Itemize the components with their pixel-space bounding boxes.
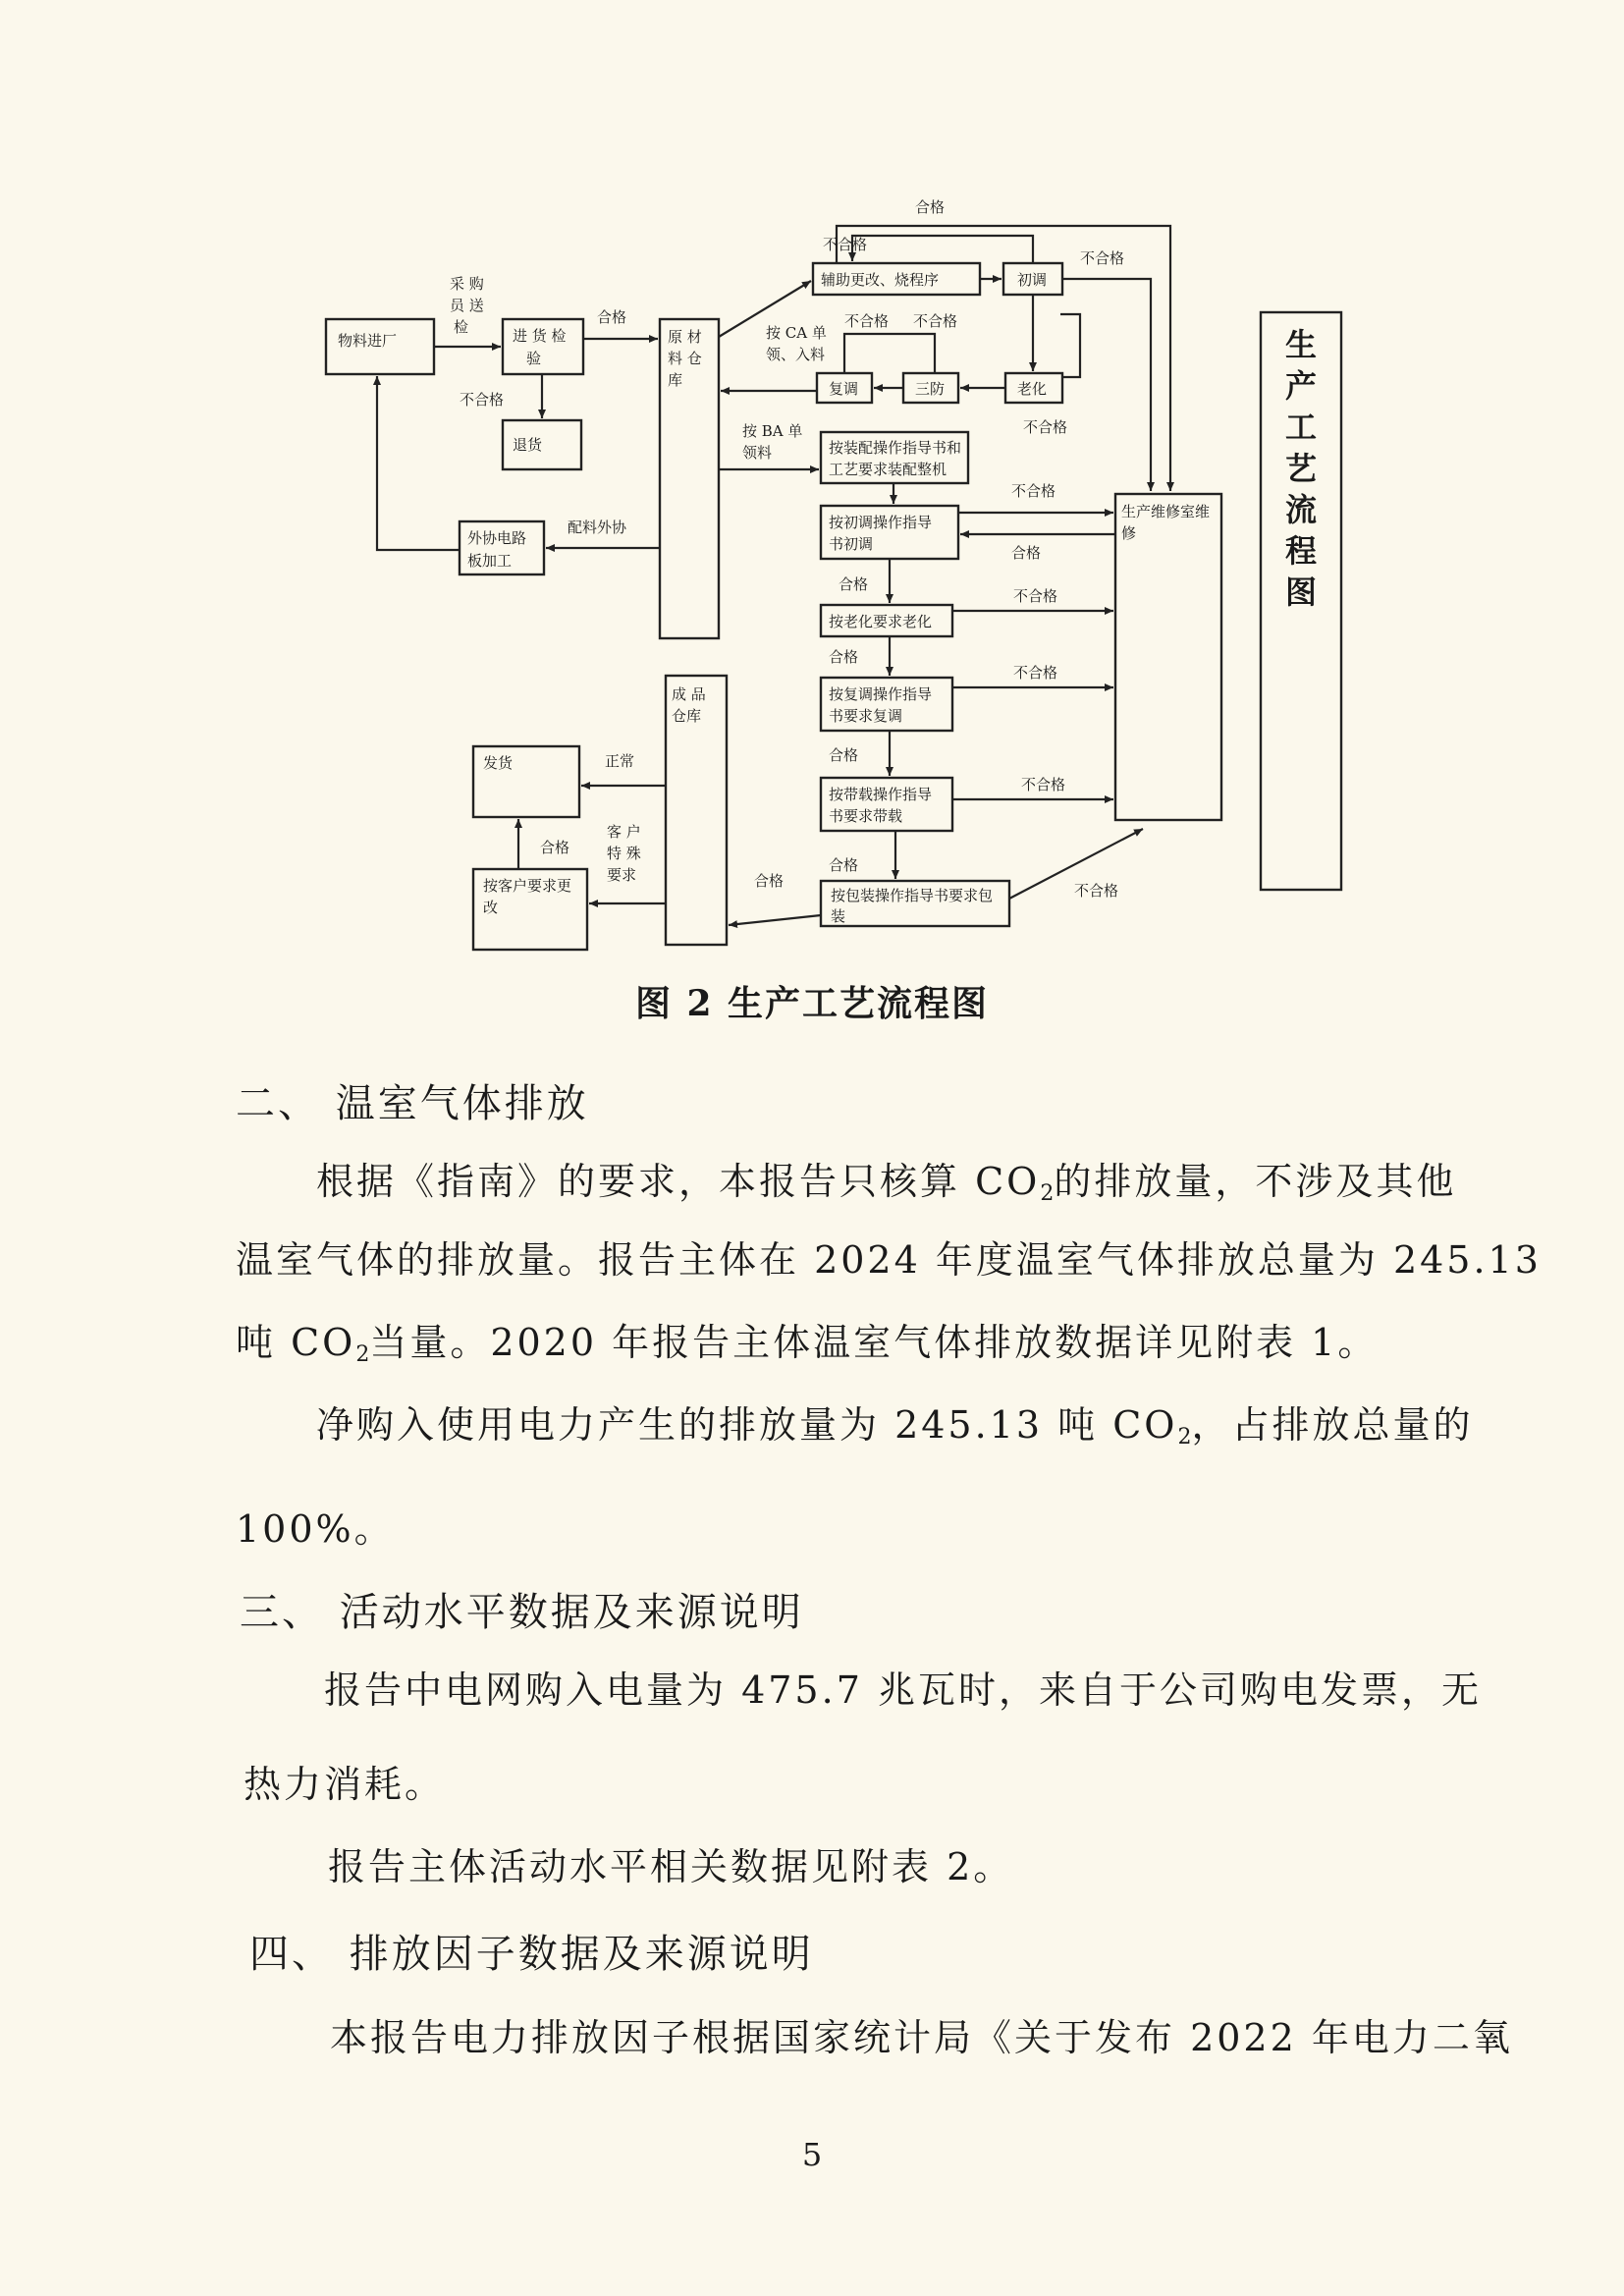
paragraph-line <box>316 1151 1456 1206</box>
node-repair-room-label-2: 修 <box>1121 524 1137 542</box>
node-assembly-label-2: 工艺要求装配整机 <box>829 461 947 478</box>
section-heading-ghg-emissions: 二、 温室气体排放 <box>236 1081 589 1126</box>
subscript: 2 <box>1040 1181 1055 1206</box>
section-heading-emission-factor: 四、 排放因子数据及来源说明 <box>249 1932 814 1977</box>
node-material-intake-label: 物料进厂 <box>338 332 398 350</box>
node-retuning-label: 复调 <box>829 380 859 398</box>
text-span: 吨 CO <box>236 1321 356 1364</box>
paragraph-line: 热力消耗。 <box>244 1763 446 1806</box>
label-ba-order-1: 按 BA 单 <box>742 422 803 440</box>
paragraph-line <box>316 1394 1473 1449</box>
node-customer-mod-label: 按客户要求更 <box>483 877 572 895</box>
node-raw-warehouse-label: 原 材 <box>668 328 702 346</box>
label-normal: 正常 <box>605 752 635 770</box>
node-outsourced-pcb-label-2: 板加工 <box>467 552 513 570</box>
node-packaging-step-label: 按包装操作指导书要求包 <box>831 887 994 904</box>
node-aging-label: 老化 <box>1017 380 1048 398</box>
label-qualified-customer: 合格 <box>540 839 570 856</box>
label-purchaser-3: 检 <box>454 318 469 336</box>
flowchart-title-char: 工 <box>1284 409 1318 446</box>
paragraph-line: 本报告电力排放因子根据国家统计局《关于发布 2022 年电力二氧 <box>330 2016 1513 2059</box>
text-span: 根据《指南》的要求，本报告只核算 CO <box>316 1160 1041 1203</box>
node-load-test-step-label: 按带载操作指导 <box>829 786 933 803</box>
label-unqualified-r2: 不合格 <box>1013 587 1058 605</box>
paragraph-line: 报告主体活动水平相关数据见附表 2。 <box>328 1845 1014 1888</box>
label-unqualified-r5: 不合格 <box>1074 882 1119 900</box>
production-process-flowchart <box>0 0 1624 982</box>
flowchart-title-char: 流 <box>1284 491 1318 528</box>
label-ba-order-2: 领料 <box>742 444 773 462</box>
paragraph-line: 温室气体的排放量。报告主体在 2024 年度温室气体排放总量为 245.13 <box>236 1238 1542 1282</box>
node-finished-warehouse-label-2: 仓库 <box>672 707 702 725</box>
node-load-test-step-label-2: 书要求带载 <box>829 807 903 825</box>
label-unqualified-r3: 不合格 <box>1013 664 1058 682</box>
label-customer-special-3: 要求 <box>607 866 637 884</box>
text-span: ，占排放总量的 <box>1191 1403 1474 1447</box>
label-outsourced-ingredients: 配料外协 <box>568 519 627 536</box>
node-assembly-label: 按装配操作指导书和 <box>829 439 962 457</box>
label-qualified-r1: 合格 <box>1011 544 1042 562</box>
node-retuning-step-label-2: 书要求复调 <box>829 707 903 725</box>
subscript: 2 <box>355 1342 370 1367</box>
node-customer-mod-label-2: 改 <box>483 899 499 916</box>
label-qualified-c1: 合格 <box>839 575 869 593</box>
flowchart-title-char: 生 <box>1284 326 1318 363</box>
node-production-repair-room <box>1115 494 1221 820</box>
paragraph-line: 100%。 <box>236 1507 395 1551</box>
label-qualified: 合格 <box>597 308 627 326</box>
node-aux-change-label: 辅助更改、烧程序 <box>821 271 940 289</box>
label-customer-special-1: 客 户 <box>607 823 641 841</box>
paragraph-line <box>236 1312 1378 1367</box>
node-return-goods-label: 退货 <box>513 436 543 454</box>
label-unqualified-mid-1: 不合格 <box>844 312 890 330</box>
paragraph-line: 报告中电网购入电量为 475.7 兆瓦时，来自于公司购电发票，无 <box>324 1668 1482 1712</box>
node-incoming-inspection-label: 进 货 检 <box>513 327 567 345</box>
text-span: 的排放量，不涉及其他 <box>1054 1160 1457 1203</box>
node-retuning-step-label: 按复调操作指导 <box>829 685 933 703</box>
text-span: 净购入使用电力产生的排放量为 245.13 吨 CO <box>316 1403 1178 1447</box>
label-qualified-pack: 合格 <box>754 872 785 890</box>
label-unqualified-aging: 不合格 <box>1023 418 1068 436</box>
node-initial-tuning-step-label-2: 书初调 <box>829 535 874 553</box>
flowchart-vertical-title <box>1285 326 1317 611</box>
node-initial-tuning-step-label: 按初调操作指导 <box>829 514 933 531</box>
node-raw-warehouse-label-2: 料 仓 <box>668 350 702 367</box>
label-purchaser-2: 员 送 <box>450 297 484 314</box>
flowchart-title-char: 程 <box>1284 532 1318 570</box>
flowchart-title-char: 产 <box>1284 367 1318 405</box>
section-heading-activity-data: 三、 活动水平数据及来源说明 <box>240 1590 804 1635</box>
flowchart-title-char: 艺 <box>1284 450 1318 487</box>
label-unqualified-top-right: 不合格 <box>1080 249 1125 267</box>
node-packaging-step-label-2: 装 <box>831 907 846 925</box>
label-ca-order-1: 按 CA 单 <box>766 324 827 342</box>
node-three-proofing-label: 三防 <box>915 380 946 398</box>
node-incoming-inspection-label-2: 验 <box>526 350 542 367</box>
label-unqualified-top-left: 不合格 <box>823 236 868 253</box>
label-unqualified: 不合格 <box>460 391 505 409</box>
label-unqualified-mid-2: 不合格 <box>913 312 958 330</box>
flowchart-title-char: 图 <box>1284 574 1318 611</box>
label-unqualified-r1: 不合格 <box>1011 482 1056 500</box>
label-qualified-c3: 合格 <box>829 746 859 764</box>
label-ca-order-2: 领、入料 <box>766 346 826 363</box>
subscript: 2 <box>1177 1425 1192 1449</box>
label-qualified-c2: 合格 <box>829 648 859 666</box>
node-aging-step-label: 按老化要求老化 <box>829 613 933 630</box>
node-finished-warehouse-label: 成 品 <box>672 685 706 703</box>
node-repair-room-label: 生产维修室维 <box>1121 503 1211 520</box>
text-span: 当量。2020 年报告主体温室气体排放数据详见附表 1。 <box>369 1321 1379 1364</box>
label-qualified-c4: 合格 <box>829 856 859 874</box>
page-number: 5 <box>801 2136 823 2173</box>
label-unqualified-r4: 不合格 <box>1021 776 1066 793</box>
node-outsourced-pcb-label: 外协电路 <box>467 529 527 547</box>
label-purchaser-1: 采 购 <box>450 275 484 293</box>
label-qualified-top: 合格 <box>915 198 946 216</box>
node-shipping-label: 发货 <box>483 754 514 772</box>
node-initial-tuning-label: 初调 <box>1017 271 1048 289</box>
node-raw-warehouse-label-3: 库 <box>668 371 683 389</box>
figure-caption: 图 2 生产工艺流程图 <box>634 983 990 1024</box>
label-customer-special-2: 特 殊 <box>607 845 641 862</box>
